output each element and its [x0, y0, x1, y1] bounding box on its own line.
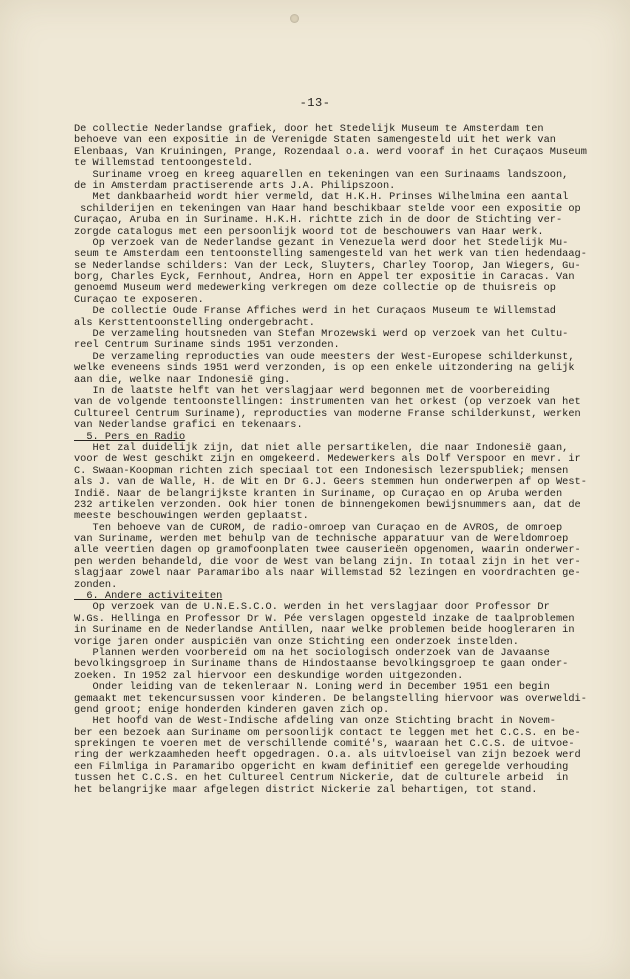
text-line: de in Amsterdam practiserende arts J.A. Philipszoon.	[74, 179, 396, 192]
text-line: Plannen werden voorbereid om na het sociologisch onderzoek van de Javaanse	[74, 646, 550, 659]
text-line: van de volgende tentoonstellingen: instrumenten van het orkest (op verzoek van het	[74, 396, 581, 409]
text-line: borg, Charles Eyck, Fernhout, Andrea, Horn en Appel ter expositie in Caracas. Van	[74, 271, 575, 284]
text-line: In de laatste helft van het verslagjaar werd begonnen met de voorbereiding	[74, 384, 550, 397]
text-line: De collectie Oude Franse Affiches werd in het Curaçaos Museum te Willemstad	[74, 305, 556, 318]
text-line: W.Gs. Hellinga en Professor Dr W. Pée verslagen opgesteld inzake de taalproblemen	[74, 612, 575, 625]
text-line: van Nederlandse grafici en tekenaars.	[74, 419, 303, 432]
text-line: ring der werkzaamheden heeft opgedragen. O.a. als uitvloeisel van zijn bezoek werd	[74, 749, 581, 762]
text-line: voor de West geschikt zijn en omgekeerd. Medewerkers als Dolf Verspoor en mevr. ir	[74, 453, 581, 466]
text-line: behoeve van een expositie in de Verenigde Staten samengesteld uit het werk van	[74, 134, 556, 147]
text-line: 232 artikelen verzonden. Ook hier tonen de binnengekomen bewijsnummers aan, dat de	[74, 498, 581, 511]
text-line: Curaçao te exposeren.	[74, 293, 204, 306]
text-line: De collectie Nederlandse grafiek, door het Stedelijk Museum te Amsterdam ten	[74, 123, 544, 135]
text-line: Indië. Naar de belangrijkste kranten in Suriname, op Curaçao en op Aruba werden	[74, 487, 563, 500]
text-line: schilderijen en tekeningen van Haar hand beschikbaar stelde voor een expositie op	[74, 202, 581, 215]
paper-punch-mark-top	[290, 14, 299, 23]
text-line: Het zal duidelijk zijn, dat niet alle persartikelen, die naar Indonesië gaan,	[74, 441, 569, 454]
text-line: Onder leiding van de tekenleraar N. Loning werd in December 1951 een begin	[74, 681, 550, 694]
text-line: C. Swaan-Koopman richten zich speciaal tot een Indonesisch lezerspubliek; mensen	[74, 464, 569, 477]
text-line: reel Centrum Suriname sinds 1951 verzonden.	[74, 339, 340, 352]
text-line: Het hoofd van de West-Indische afdeling van onze Stichting bracht in Novem-	[74, 715, 556, 728]
text-line: pen werden behandeld, die voor de West van belang zijn. In totaal zijn in het ver-	[74, 555, 581, 568]
text-line: bevolkingsgroep in Suriname thans de Hindostaanse bevolkingsgroep te gaan onder-	[74, 658, 569, 671]
text-line: zorgde catalogus met een persoonlijk woord tot de beschouwers van Haar werk.	[74, 225, 544, 238]
text-line: Op verzoek van de U.N.E.S.C.O. werden in het verslagjaar door Professor Dr	[74, 601, 550, 614]
text-line: De verzameling reproducties van oude meesters der West-Europese schilderkunst,	[74, 350, 575, 363]
text-line: Op verzoek van de Nederlandse gezant in Venezuela werd door het Stedelijk Mu-	[74, 236, 569, 249]
text-line: als Kersttentoonstelling ondergebracht.	[74, 316, 315, 329]
text-line: Curaçao, Aruba en in Suriname. H.K.H. richtte zich in de door de Stichting ver-	[74, 214, 563, 227]
text-line: Elenbaas, Van Kruiningen, Prange, Rozendaal o.a. werd vooraf in het Curaçaos Museum	[74, 145, 587, 158]
text-line: 5. Pers en Radio	[74, 430, 186, 443]
text-line: seum te Amsterdam een tentoonstelling samengesteld van het werk van tien hedendaag-	[74, 248, 587, 261]
text-line: alle veertien dagen op gramofoonplaten twee causerieën opgenomen, waarin onderwer-	[74, 544, 581, 557]
text-line: sprekingen te voeren met de verschillende comité's, waaraan het C.C.S. de uitvoe-	[74, 738, 575, 751]
page-number: -13-	[299, 96, 331, 110]
text-line: het belangrijke maar afgelegen district Nickerie zal behartigen, tot stand.	[74, 783, 538, 796]
text-line: Met dankbaarheid wordt hier vermeld, dat H.K.H. Prinses Wilhelmina een aantal	[74, 191, 569, 204]
text-line: zoeken. In 1952 zal hiervoor een deskundige worden uitgezonden.	[74, 669, 464, 682]
text-line: in Suriname en de Nederlandse Antillen, naar welke problemen beide hoogleraren in	[74, 624, 575, 637]
text-line: Cultureel Centrum Suriname), reproducties van moderne Franse schilderkunst, werken	[74, 407, 581, 420]
text-line: aan die, welke naar Indonesië ging.	[74, 373, 291, 386]
text-line: ber een bezoek aan Suriname om persoonlijk contact te leggen met het C.C.S. en be-	[74, 726, 581, 739]
text-line: 6. Andere activiteiten	[74, 590, 223, 603]
text-line: slagjaar zowel naar Paramaribo als naar Willemstad 52 lezingen en voordrachten ge-	[74, 567, 581, 580]
text-line: welke eveneens sinds 1951 werd verzonden, is op een enkele uitzondering na gelijk	[74, 362, 575, 375]
text-line: gemaakt met tekencursussen voor kinderen. De belangstelling hiervoor was overweldi-	[74, 692, 587, 705]
text-line: genoemd Museum werd medewerking verkregen om deze collectie op de thuisreis op	[74, 282, 556, 295]
text-line: gend groot; enige honderden kinderen gaven zich op.	[74, 703, 390, 716]
text-line: Ten behoeve van de CUROM, de radio-omroep van Curaçao en de AVROS, de omroep	[74, 521, 563, 534]
text-line: een Filmliga in Paramaribo opgericht en kwam definitief een geregelde verhouding	[74, 760, 569, 773]
text-line: als J. van de Walle, H. de Wit en Dr G.J. Geers stemmen hun onderwerpen af op West-	[74, 476, 587, 489]
text-line: vorige jaren onder auspiciën van onze Stichting een onderzoek instelden.	[74, 635, 519, 648]
text-line: van Suriname, werden met behulp van de technische apparatuur van de Wereldomroep	[74, 533, 569, 546]
text-line: meeste beschouwingen werden geplaatst.	[74, 510, 309, 523]
text-line: se Nederlandse schilders: Van der Leck, Sluyters, Charley Toorop, Jan Wiegers, Gu-	[74, 259, 581, 272]
text-line: te Willemstad tentoongesteld.	[74, 157, 254, 170]
text-line: De verzameling houtsneden van Stefan Mrozewski werd op verzoek van het Cultu-	[74, 328, 569, 341]
text-line: Suriname vroeg en kreeg aquarellen en tekeningen van een Surinaams landszoon,	[74, 168, 569, 181]
body-text	[74, 123, 587, 796]
text-line: tussen het C.C.S. en het Cultureel Centrum Nickerie, dat de culturele arbeid in	[74, 772, 569, 785]
text-line: zonden.	[74, 578, 118, 591]
